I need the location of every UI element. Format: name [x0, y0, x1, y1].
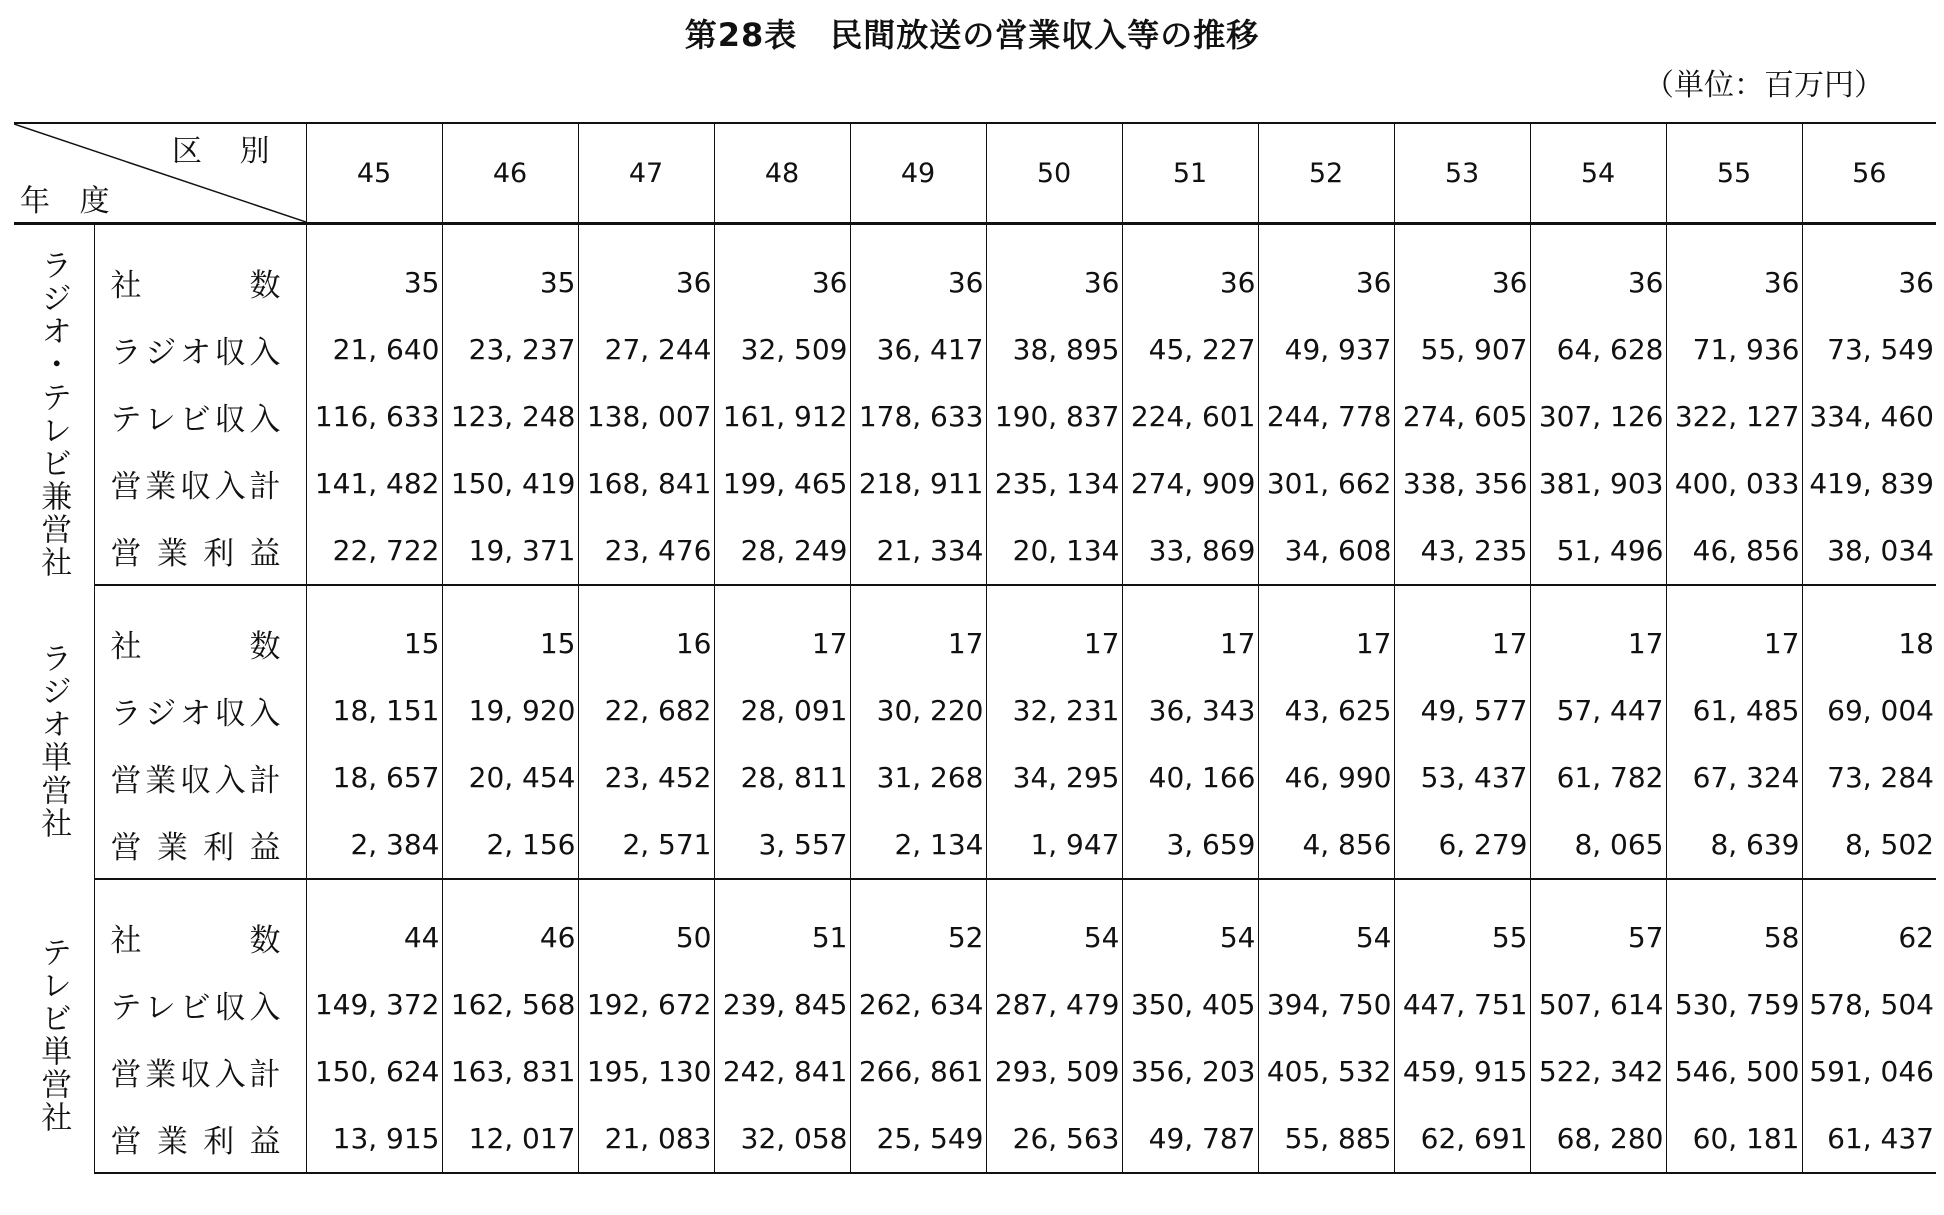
value-cell: 20, 454	[442, 744, 578, 811]
year-header: 52	[1258, 123, 1394, 224]
value-cell: 53, 437	[1394, 744, 1530, 811]
value-cell: 30, 220	[850, 677, 986, 744]
value-cell: 36	[578, 224, 714, 317]
header-row	[14, 123, 1936, 224]
value-cell: 293, 509	[986, 1038, 1122, 1105]
value-cell: 17	[1530, 585, 1666, 677]
value-cell: 68, 280	[1530, 1105, 1666, 1173]
value-cell: 242, 841	[714, 1038, 850, 1105]
row-label: ラジオ収入	[110, 696, 281, 732]
row-label-cell	[94, 1038, 306, 1105]
value-cell: 73, 549	[1802, 316, 1936, 383]
value-cell: 54	[1258, 879, 1394, 971]
value-cell: 51, 496	[1530, 517, 1666, 585]
value-cell: 73, 284	[1802, 744, 1936, 811]
year-header: 45	[306, 123, 442, 224]
value-cell: 23, 237	[442, 316, 578, 383]
value-cell: 62	[1802, 879, 1936, 971]
category-label: 区 別	[171, 134, 284, 169]
year-header: 49	[850, 123, 986, 224]
value-cell: 507, 614	[1530, 971, 1666, 1038]
year-header: 56	[1802, 123, 1936, 224]
value-cell: 36	[850, 224, 986, 317]
value-cell: 22, 722	[306, 517, 442, 585]
value-cell: 149, 372	[306, 971, 442, 1038]
value-cell: 40, 166	[1122, 744, 1258, 811]
year-header: 48	[714, 123, 850, 224]
table-row	[14, 517, 1936, 585]
table-row	[14, 450, 1936, 517]
value-cell: 49, 937	[1258, 316, 1394, 383]
value-cell: 57, 447	[1530, 677, 1666, 744]
revenue-table	[14, 122, 1936, 1174]
row-label: 営業収入計	[110, 763, 281, 799]
value-cell: 52	[850, 879, 986, 971]
value-cell: 17	[1666, 585, 1802, 677]
row-label: 社 数	[110, 629, 281, 665]
value-cell: 64, 628	[1530, 316, 1666, 383]
row-label-cell	[94, 1105, 306, 1173]
value-cell: 54	[986, 879, 1122, 971]
year-header: 46	[442, 123, 578, 224]
value-cell: 43, 235	[1394, 517, 1530, 585]
value-cell: 69, 004	[1802, 677, 1936, 744]
row-label: ラジオ収入	[110, 335, 281, 371]
value-cell: 38, 895	[986, 316, 1122, 383]
value-cell: 274, 605	[1394, 383, 1530, 450]
value-cell: 23, 452	[578, 744, 714, 811]
table-row	[14, 879, 1936, 971]
value-cell: 58	[1666, 879, 1802, 971]
value-cell: 307, 126	[1530, 383, 1666, 450]
value-cell: 46	[442, 879, 578, 971]
group-label: ラジオ単営社	[35, 641, 72, 840]
year-header: 54	[1530, 123, 1666, 224]
value-cell: 34, 295	[986, 744, 1122, 811]
value-cell: 161, 912	[714, 383, 850, 450]
value-cell: 36	[1122, 224, 1258, 317]
value-cell: 178, 633	[850, 383, 986, 450]
value-cell: 36, 417	[850, 316, 986, 383]
value-cell: 35	[442, 224, 578, 317]
value-cell: 49, 787	[1122, 1105, 1258, 1173]
year-header: 51	[1122, 123, 1258, 224]
value-cell: 18, 657	[306, 744, 442, 811]
value-cell: 17	[1258, 585, 1394, 677]
value-cell: 28, 091	[714, 677, 850, 744]
table-row	[14, 811, 1936, 879]
group-label: ラジオ・テレビ兼営社	[35, 248, 72, 579]
value-cell: 46, 856	[1666, 517, 1802, 585]
value-cell: 21, 640	[306, 316, 442, 383]
value-cell: 36	[1394, 224, 1530, 317]
value-cell: 530, 759	[1666, 971, 1802, 1038]
year-header: 50	[986, 123, 1122, 224]
row-label: 営業収入計	[110, 469, 281, 505]
value-cell: 262, 634	[850, 971, 986, 1038]
row-label: 営業収入計	[110, 1057, 281, 1093]
value-cell: 8, 502	[1802, 811, 1936, 879]
value-cell: 23, 476	[578, 517, 714, 585]
value-cell: 3, 557	[714, 811, 850, 879]
table-row	[14, 316, 1936, 383]
value-cell: 301, 662	[1258, 450, 1394, 517]
year-header: 53	[1394, 123, 1530, 224]
value-cell: 36	[986, 224, 1122, 317]
year-header: 47	[578, 123, 714, 224]
value-cell: 61, 437	[1802, 1105, 1936, 1173]
table-row	[14, 1105, 1936, 1173]
row-label-cell	[94, 677, 306, 744]
row-label: 営業利益	[110, 1124, 281, 1160]
value-cell: 27, 244	[578, 316, 714, 383]
row-label: テレビ収入	[110, 990, 281, 1026]
value-cell: 20, 134	[986, 517, 1122, 585]
value-cell: 8, 639	[1666, 811, 1802, 879]
value-cell: 18	[1802, 585, 1936, 677]
value-cell: 239, 845	[714, 971, 850, 1038]
value-cell: 192, 672	[578, 971, 714, 1038]
value-cell: 1, 947	[986, 811, 1122, 879]
value-cell: 21, 334	[850, 517, 986, 585]
value-cell: 25, 549	[850, 1105, 986, 1173]
row-label: 営業利益	[110, 830, 281, 866]
value-cell: 57	[1530, 879, 1666, 971]
value-cell: 35	[306, 224, 442, 317]
row-label-cell	[94, 517, 306, 585]
group-label-cell	[14, 585, 94, 879]
row-label-cell	[94, 811, 306, 879]
value-cell: 199, 465	[714, 450, 850, 517]
value-cell: 546, 500	[1666, 1038, 1802, 1105]
value-cell: 235, 134	[986, 450, 1122, 517]
value-cell: 61, 782	[1530, 744, 1666, 811]
row-label-cell	[94, 224, 306, 317]
value-cell: 61, 485	[1666, 677, 1802, 744]
value-cell: 266, 861	[850, 1038, 986, 1105]
value-cell: 28, 811	[714, 744, 850, 811]
value-cell: 36, 343	[1122, 677, 1258, 744]
value-cell: 55, 907	[1394, 316, 1530, 383]
value-cell: 17	[986, 585, 1122, 677]
value-cell: 16	[578, 585, 714, 677]
value-cell: 419, 839	[1802, 450, 1936, 517]
row-label-cell	[94, 316, 306, 383]
value-cell: 46, 990	[1258, 744, 1394, 811]
table-row	[14, 383, 1936, 450]
value-cell: 195, 130	[578, 1038, 714, 1105]
value-cell: 49, 577	[1394, 677, 1530, 744]
value-cell: 36	[1530, 224, 1666, 317]
value-cell: 71, 936	[1666, 316, 1802, 383]
value-cell: 36	[1666, 224, 1802, 317]
value-cell: 150, 624	[306, 1038, 442, 1105]
value-cell: 274, 909	[1122, 450, 1258, 517]
value-cell: 17	[850, 585, 986, 677]
value-cell: 15	[306, 585, 442, 677]
value-cell: 62, 691	[1394, 1105, 1530, 1173]
value-cell: 17	[1122, 585, 1258, 677]
value-cell: 28, 249	[714, 517, 850, 585]
table-title: 第28表 民間放送の営業収入等の推移	[684, 16, 1260, 54]
value-cell: 19, 371	[442, 517, 578, 585]
row-label: 営業利益	[110, 536, 281, 572]
value-cell: 32, 231	[986, 677, 1122, 744]
value-cell: 51	[714, 879, 850, 971]
value-cell: 459, 915	[1394, 1038, 1530, 1105]
value-cell: 22, 682	[578, 677, 714, 744]
value-cell: 32, 058	[714, 1105, 850, 1173]
value-cell: 4, 856	[1258, 811, 1394, 879]
value-cell: 168, 841	[578, 450, 714, 517]
value-cell: 18, 151	[306, 677, 442, 744]
value-cell: 67, 324	[1666, 744, 1802, 811]
value-cell: 3, 659	[1122, 811, 1258, 879]
table-body	[14, 224, 1936, 1174]
value-cell: 123, 248	[442, 383, 578, 450]
value-cell: 33, 869	[1122, 517, 1258, 585]
table-row	[14, 224, 1936, 317]
row-label: 社 数	[110, 923, 281, 959]
value-cell: 36	[1258, 224, 1394, 317]
value-cell: 6, 279	[1394, 811, 1530, 879]
table-row	[14, 585, 1936, 677]
value-cell: 322, 127	[1666, 383, 1802, 450]
value-cell: 287, 479	[986, 971, 1122, 1038]
value-cell: 17	[714, 585, 850, 677]
value-cell: 138, 007	[578, 383, 714, 450]
row-label: テレビ収入	[110, 402, 281, 438]
value-cell: 55, 885	[1258, 1105, 1394, 1173]
value-cell: 116, 633	[306, 383, 442, 450]
value-cell: 338, 356	[1394, 450, 1530, 517]
corner-cell	[14, 123, 306, 224]
table-row	[14, 744, 1936, 811]
value-cell: 400, 033	[1666, 450, 1802, 517]
value-cell: 36	[714, 224, 850, 317]
value-cell: 26, 563	[986, 1105, 1122, 1173]
row-label-cell	[94, 744, 306, 811]
value-cell: 150, 419	[442, 450, 578, 517]
value-cell: 50	[578, 879, 714, 971]
table-row	[14, 1038, 1936, 1105]
value-cell: 32, 509	[714, 316, 850, 383]
value-cell: 38, 034	[1802, 517, 1936, 585]
row-label: 社 数	[110, 268, 281, 304]
row-label-cell	[94, 450, 306, 517]
value-cell: 244, 778	[1258, 383, 1394, 450]
value-cell: 2, 384	[306, 811, 442, 879]
value-cell: 190, 837	[986, 383, 1122, 450]
value-cell: 34, 608	[1258, 517, 1394, 585]
value-cell: 15	[442, 585, 578, 677]
value-cell: 141, 482	[306, 450, 442, 517]
value-cell: 54	[1122, 879, 1258, 971]
row-label-cell	[94, 971, 306, 1038]
value-cell: 591, 046	[1802, 1038, 1936, 1105]
value-cell: 522, 342	[1530, 1038, 1666, 1105]
value-cell: 447, 751	[1394, 971, 1530, 1038]
value-cell: 162, 568	[442, 971, 578, 1038]
value-cell: 356, 203	[1122, 1038, 1258, 1105]
value-cell: 60, 181	[1666, 1105, 1802, 1173]
value-cell: 2, 134	[850, 811, 986, 879]
value-cell: 8, 065	[1530, 811, 1666, 879]
value-cell: 13, 915	[306, 1105, 442, 1173]
table-row	[14, 677, 1936, 744]
value-cell: 381, 903	[1530, 450, 1666, 517]
value-cell: 2, 156	[442, 811, 578, 879]
value-cell: 19, 920	[442, 677, 578, 744]
value-cell: 43, 625	[1258, 677, 1394, 744]
value-cell: 350, 405	[1122, 971, 1258, 1038]
value-cell: 12, 017	[442, 1105, 578, 1173]
row-label-cell	[94, 879, 306, 971]
value-cell: 224, 601	[1122, 383, 1258, 450]
row-label-cell	[94, 383, 306, 450]
value-cell: 36	[1802, 224, 1936, 317]
value-cell: 163, 831	[442, 1038, 578, 1105]
table-row	[14, 971, 1936, 1038]
row-label-cell	[94, 585, 306, 677]
value-cell: 394, 750	[1258, 971, 1394, 1038]
group-label-cell	[14, 224, 94, 586]
value-cell: 31, 268	[850, 744, 986, 811]
value-cell: 21, 083	[578, 1105, 714, 1173]
value-cell: 55	[1394, 879, 1530, 971]
value-cell: 45, 227	[1122, 316, 1258, 383]
value-cell: 17	[1394, 585, 1530, 677]
value-cell: 44	[306, 879, 442, 971]
value-cell: 405, 532	[1258, 1038, 1394, 1105]
value-cell: 334, 460	[1802, 383, 1936, 450]
unit-note: （単位：百万円）	[1644, 68, 1884, 103]
value-cell: 218, 911	[850, 450, 986, 517]
group-label: テレビ単営社	[35, 935, 72, 1134]
year-header: 55	[1666, 123, 1802, 224]
value-cell: 2, 571	[578, 811, 714, 879]
year-label: 年 度	[20, 184, 120, 219]
group-label-cell	[14, 879, 94, 1173]
value-cell: 578, 504	[1802, 971, 1936, 1038]
